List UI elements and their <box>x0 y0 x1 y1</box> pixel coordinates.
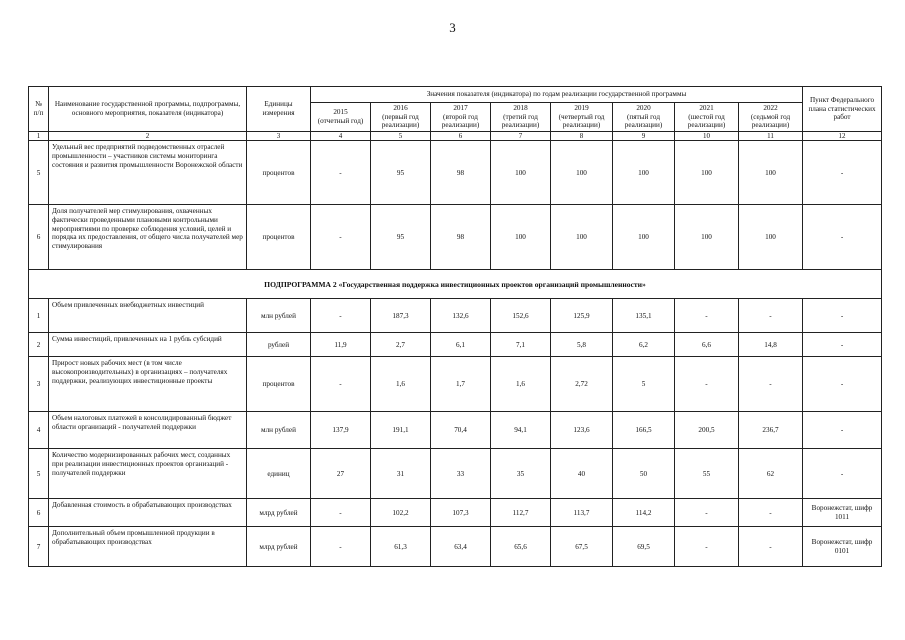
value-2015: - <box>311 527 371 567</box>
value-2021: 55 <box>675 449 739 499</box>
header-year-2021 <box>675 103 739 132</box>
value-2019: 125,9 <box>551 299 613 333</box>
value-2017: 98 <box>431 141 491 205</box>
value-2022: - <box>739 299 803 333</box>
header-year-2020 <box>613 103 675 132</box>
year-note: (второй год реализации) <box>441 112 480 130</box>
column-number: 12 <box>803 132 882 141</box>
header-unit: Единицы измерения <box>247 87 311 132</box>
indicators-table <box>28 86 882 567</box>
statistics-source: - <box>803 299 882 333</box>
value-2015: 137,9 <box>311 412 371 449</box>
year-note: (седьмой год реализации) <box>750 112 791 130</box>
value-2020: 69,5 <box>613 527 675 567</box>
statistics-source: Воронежстат, шифр 1011 <box>803 499 882 527</box>
table-row <box>29 412 882 449</box>
value-2017: 98 <box>431 205 491 270</box>
year-label: 2018 <box>513 104 528 113</box>
table-row <box>29 205 882 270</box>
value-2017: 132,6 <box>431 299 491 333</box>
column-number: 7 <box>491 132 551 141</box>
indicator-name: Сумма инвестиций, привлеченных на 1 рубль субсидий <box>49 333 247 357</box>
value-2016: 102,2 <box>371 499 431 527</box>
header-index: № п/п <box>29 87 49 132</box>
value-2018: 1,6 <box>491 357 551 412</box>
value-2022: - <box>739 499 803 527</box>
value-2022: 236,7 <box>739 412 803 449</box>
table-row <box>29 299 882 333</box>
value-2016: 95 <box>371 141 431 205</box>
value-2019: 113,7 <box>551 499 613 527</box>
value-2020: 5 <box>613 357 675 412</box>
value-2020: 100 <box>613 141 675 205</box>
header-year-2016 <box>371 103 431 132</box>
value-2020: 6,2 <box>613 333 675 357</box>
column-number: 3 <box>247 132 311 141</box>
year-label: 2017 <box>453 104 468 113</box>
value-2021: - <box>675 527 739 567</box>
value-2016: 2,7 <box>371 333 431 357</box>
value-2021: - <box>675 299 739 333</box>
row-index: 4 <box>29 412 49 449</box>
value-2020: 166,5 <box>613 412 675 449</box>
indicator-name: Удельный вес предприятий подведомственных отраслей промышленности – участников системы мониторинга состояния и развития промышленности Воронежской области <box>49 141 247 205</box>
column-number: 8 <box>551 132 613 141</box>
value-2021: 200,5 <box>675 412 739 449</box>
column-number: 5 <box>371 132 431 141</box>
table-row <box>29 449 882 499</box>
indicator-name: Прирост новых рабочих мест (в том числе высокопроизводительных) в организациях – получателях поддержки, реализующих инвестиционные проекты <box>49 357 247 412</box>
unit: млрд рублей <box>247 499 311 527</box>
year-label: 2015 <box>333 108 348 117</box>
statistics-source: - <box>803 333 882 357</box>
value-2016: 61,3 <box>371 527 431 567</box>
table-row <box>29 499 882 527</box>
value-2015: 27 <box>311 449 371 499</box>
statistics-source: Воронежстат, шифр 0101 <box>803 527 882 567</box>
value-2018: 7,1 <box>491 333 551 357</box>
year-note: (пятый год реализации) <box>624 112 663 130</box>
value-2018: 100 <box>491 141 551 205</box>
year-note: (отчетный год) <box>317 117 364 125</box>
row-index: 6 <box>29 499 49 527</box>
value-2022: 100 <box>739 141 803 205</box>
column-number: 4 <box>311 132 371 141</box>
value-2015: - <box>311 299 371 333</box>
table-row <box>29 141 882 205</box>
row-index: 7 <box>29 527 49 567</box>
header-year-2022 <box>739 103 803 132</box>
year-label: 2021 <box>699 104 714 113</box>
row-index: 5 <box>29 449 49 499</box>
subprogram-title: ПОДПРОГРАММА 2 «Государственная поддержка инвестиционных проектов организаций промышленности» <box>29 270 882 299</box>
value-2018: 65,6 <box>491 527 551 567</box>
value-2018: 35 <box>491 449 551 499</box>
value-2015: - <box>311 357 371 412</box>
row-index: 6 <box>29 205 49 270</box>
value-2021: - <box>675 357 739 412</box>
unit: единиц <box>247 449 311 499</box>
table-row <box>29 357 882 412</box>
value-2017: 70,4 <box>431 412 491 449</box>
value-2022: 14,8 <box>739 333 803 357</box>
value-2020: 100 <box>613 205 675 270</box>
value-2016: 191,1 <box>371 412 431 449</box>
page-number: 3 <box>449 20 456 35</box>
year-note: (первый год реализации) <box>381 112 420 130</box>
value-2020: 50 <box>613 449 675 499</box>
value-2017: 33 <box>431 449 491 499</box>
value-2017: 1,7 <box>431 357 491 412</box>
value-2017: 6,1 <box>431 333 491 357</box>
indicator-name: Количество модернизированных рабочих мест, созданных при реализации инвестиционных проектов организаций - получателей поддержки <box>49 449 247 499</box>
value-2021: 100 <box>675 141 739 205</box>
value-2020: 135,1 <box>613 299 675 333</box>
value-2016: 95 <box>371 205 431 270</box>
year-label: 2020 <box>636 104 651 113</box>
value-2018: 100 <box>491 205 551 270</box>
row-index: 3 <box>29 357 49 412</box>
table-row <box>29 333 882 357</box>
value-2019: 67,5 <box>551 527 613 567</box>
year-note: (третий год реализации) <box>501 112 540 130</box>
column-number: 2 <box>49 132 247 141</box>
row-index: 5 <box>29 141 49 205</box>
value-2015: - <box>311 499 371 527</box>
unit: процентов <box>247 357 311 412</box>
value-2019: 2,72 <box>551 357 613 412</box>
header-source: Пункт Федерального плана статистических работ <box>803 87 882 132</box>
value-2019: 40 <box>551 449 613 499</box>
unit: процентов <box>247 141 311 205</box>
value-2016: 1,6 <box>371 357 431 412</box>
value-2019: 100 <box>551 141 613 205</box>
value-2015: 11,9 <box>311 333 371 357</box>
value-2022: - <box>739 527 803 567</box>
column-number: 9 <box>613 132 675 141</box>
value-2021: 6,6 <box>675 333 739 357</box>
value-2018: 94,1 <box>491 412 551 449</box>
column-number: 10 <box>675 132 739 141</box>
value-2021: 100 <box>675 205 739 270</box>
statistics-source: - <box>803 357 882 412</box>
statistics-source: - <box>803 141 882 205</box>
year-label: 2019 <box>574 104 589 113</box>
value-2017: 63,4 <box>431 527 491 567</box>
value-2022: 62 <box>739 449 803 499</box>
value-2022: 100 <box>739 205 803 270</box>
value-2019: 100 <box>551 205 613 270</box>
value-2016: 31 <box>371 449 431 499</box>
year-label: 2022 <box>763 104 778 113</box>
indicator-name: Объем налоговых платежей в консолидированный бюджет области организаций - получателей поддержки <box>49 412 247 449</box>
table-row <box>29 527 882 567</box>
value-2015: - <box>311 205 371 270</box>
year-label: 2016 <box>393 104 408 113</box>
unit: рублей <box>247 333 311 357</box>
indicator-name: Доля получателей мер стимулирования, охваченных фактически проведенными плановыми контрольными мероприятиями по проверке соблюдения условий, целей и порядка их предоставления, от общего числа получателей мер стимулирования <box>49 205 247 270</box>
indicator-name: Дополнительный объем промышленной продукции в обрабатывающих производствах <box>49 527 247 567</box>
header-year-2017 <box>431 103 491 132</box>
year-note: (четвертый год реализации) <box>558 112 605 130</box>
value-2021: - <box>675 499 739 527</box>
statistics-source: - <box>803 449 882 499</box>
value-2018: 112,7 <box>491 499 551 527</box>
indicator-name: Добавленная стоимость в обрабатывающих производствах <box>49 499 247 527</box>
column-number: 1 <box>29 132 49 141</box>
unit: процентов <box>247 205 311 270</box>
header-indicator-name: Наименование государственной программы, подпрограммы, основного мероприятия, показателя (индикатора) <box>49 87 247 132</box>
unit: млн рублей <box>247 412 311 449</box>
value-2016: 187,3 <box>371 299 431 333</box>
value-2018: 152,6 <box>491 299 551 333</box>
statistics-source: - <box>803 412 882 449</box>
row-index: 1 <box>29 299 49 333</box>
value-2020: 114,2 <box>613 499 675 527</box>
statistics-source: - <box>803 205 882 270</box>
header-year-2019 <box>551 103 613 132</box>
column-number: 11 <box>739 132 803 141</box>
column-number: 6 <box>431 132 491 141</box>
value-2022: - <box>739 357 803 412</box>
indicator-name: Объем привлеченных внебюджетных инвестиций <box>49 299 247 333</box>
header-year-2018 <box>491 103 551 132</box>
value-2017: 107,3 <box>431 499 491 527</box>
value-2015: - <box>311 141 371 205</box>
header-year-2015 <box>311 103 371 132</box>
value-2019: 123,6 <box>551 412 613 449</box>
row-index: 2 <box>29 333 49 357</box>
unit: млн рублей <box>247 299 311 333</box>
value-2019: 5,8 <box>551 333 613 357</box>
year-note: (шестой год реализации) <box>687 112 726 130</box>
header-values-group: Значения показателя (индикатора) по годам реализации государственной программы <box>311 87 803 103</box>
unit: млрд рублей <box>247 527 311 567</box>
